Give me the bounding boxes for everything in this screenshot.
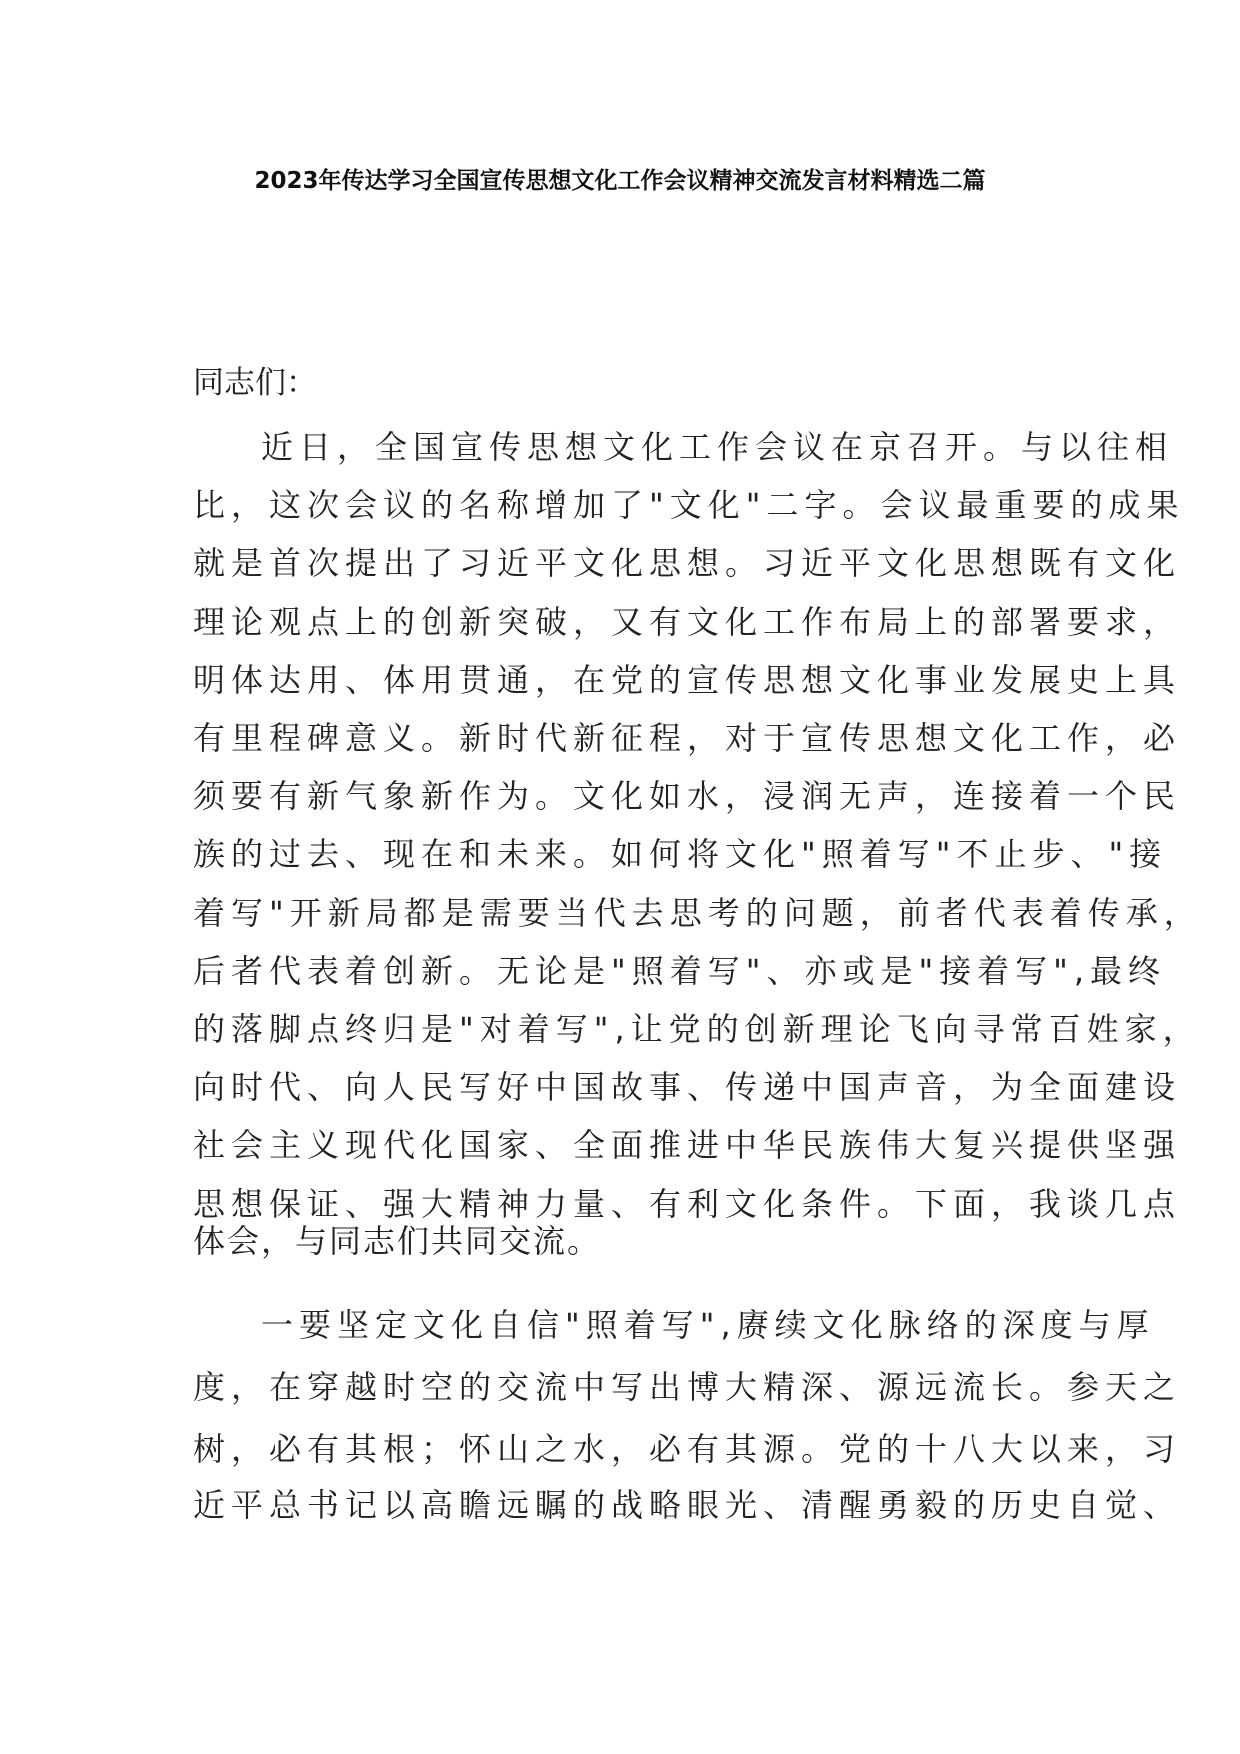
paragraph-line: 明体达用、体用贯通，在党的宣传思想文化事业发展史上具	[193, 660, 1182, 699]
paragraph-line: 思想保证、强大精神力量、有利文化条件。下面，我谈几点	[193, 1184, 1182, 1223]
greeting: 同志们：	[193, 365, 317, 401]
paragraph-line: 向时代、向人民写好中国故事、传递中国声音，为全面建设	[193, 1068, 1182, 1107]
paragraph-line: 着写"开新局都是需要当代去思考的问题，前者代表着传承，	[193, 893, 1202, 932]
paragraph-line: 社会主义现代化国家、全面推进中华民族伟大复兴提供坚强	[193, 1126, 1182, 1165]
paragraph-line: 有里程碑意义。新时代新征程，对于宣传思想文化工作，必	[193, 719, 1182, 758]
paragraph-line: 近平总书记以高瞻远瞩的战略眼光、清醒勇毅的历史自觉、	[193, 1486, 1182, 1524]
paragraph-line: 一要坚定文化自信"照着写",赓续文化脉络的深度与厚	[261, 1306, 1155, 1344]
paragraph-line: 的落脚点终归是"对着写",让党的创新理论飞向寻常百姓家，	[193, 1010, 1201, 1049]
paragraph-line: 比，这次会议的名称增加了"文化"二字。会议最重要的成果	[193, 486, 1185, 525]
document-title: 2023年传达学习全国宣传思想文化工作会议精神交流发言材料精选二篇	[254, 168, 986, 194]
paragraph-line: 就是首次提出了习近平文化思想。习近平文化思想既有文化	[193, 544, 1182, 583]
paragraph-2	[193, 1294, 1182, 1480]
paragraph-line: 须要有新气象新作为。文化如水，浸润无声，连接着一个民	[193, 777, 1182, 816]
paragraph-line: 理论观点上的创新突破，又有文化工作布局上的部署要求，	[193, 602, 1182, 641]
paragraph-line: 近日，全国宣传思想文化工作会议在京召开。与以往相	[261, 428, 1174, 466]
paragraph-2-last-line	[193, 1482, 1182, 1528]
paragraph-line: 树，必有其根；怀山之水，必有其源。党的十八大以来，习	[193, 1430, 1182, 1468]
paragraph-line: 体会，与同志们共同交流。	[193, 1222, 602, 1260]
paragraph-line: 度，在穿越时空的交流中写出博大精深、源远流长。参天之	[193, 1368, 1182, 1406]
paragraph-1	[193, 418, 1202, 1233]
paragraph-line: 后者代表着创新。无论是"照着写"、亦或是"接着写",最终	[193, 951, 1167, 990]
paragraph-1-tail	[193, 1218, 1073, 1264]
paragraph-line: 族的过去、现在和未来。如何将文化"照着写"不止步、"接	[193, 835, 1168, 874]
